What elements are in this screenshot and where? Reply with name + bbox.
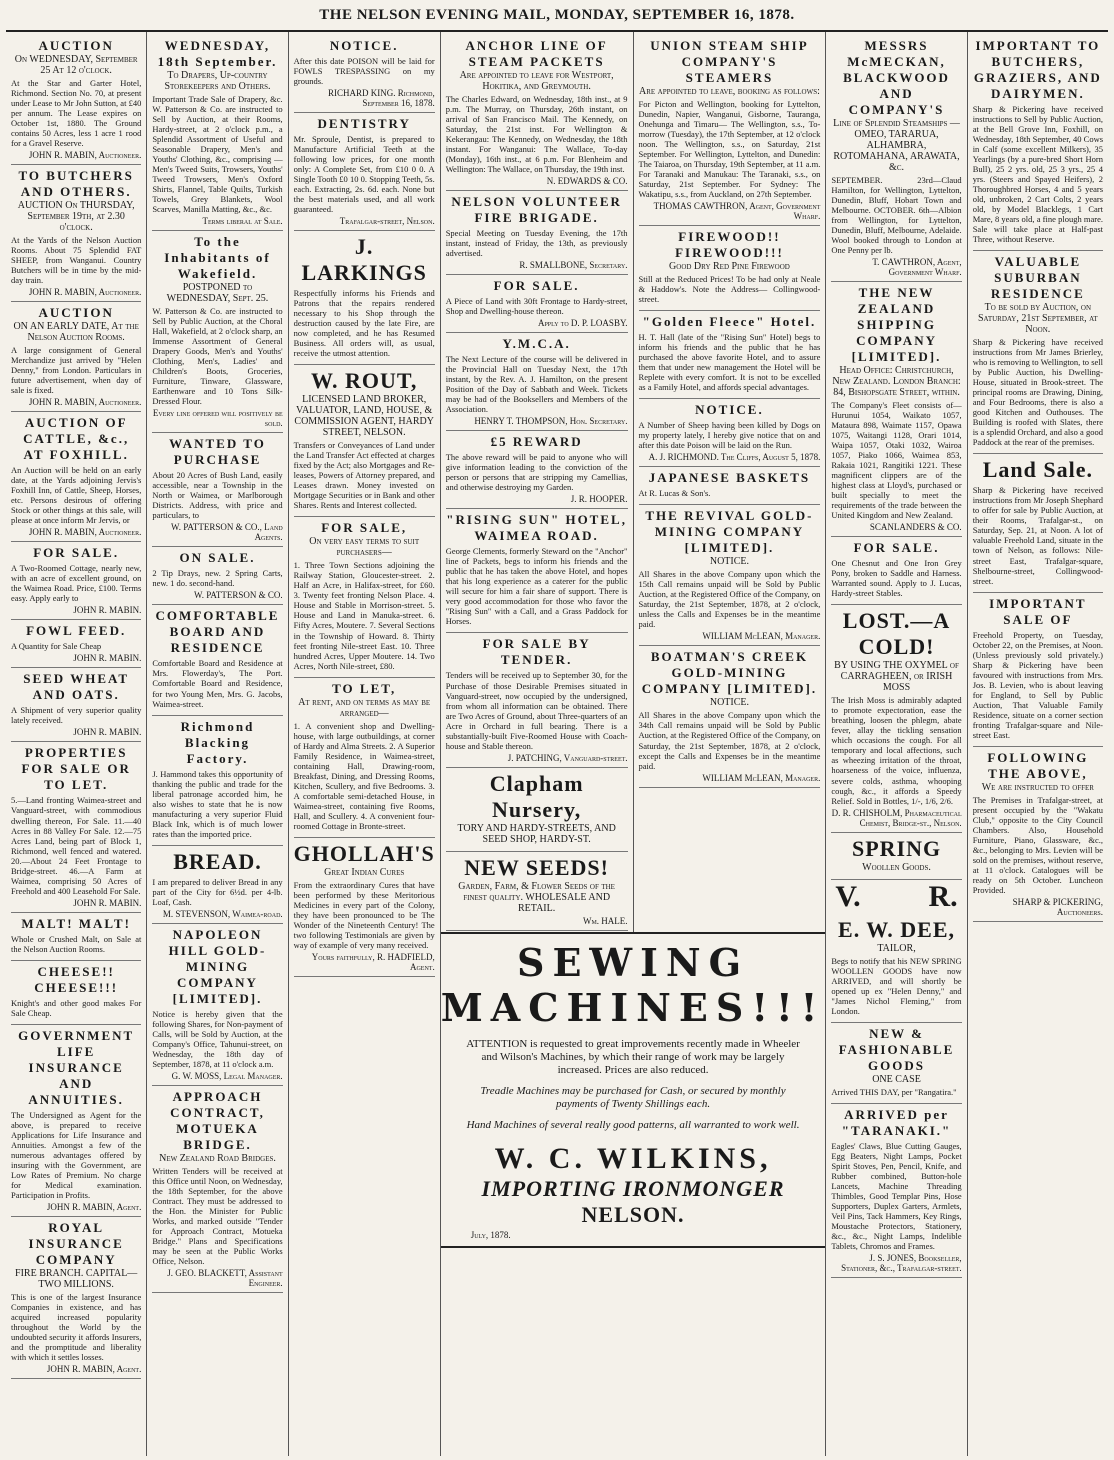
ad-body: H. T. Hall (late of the "Rising Sun" Hotel) begs to inform his friends and the public that he has purchased the above favorite Hotel, and to assure them that under new management the Hotel will be Replete with every comfort. It is not to be excelled as a Family Hotel, and affords special advantages. bbox=[638, 332, 821, 393]
ad-heading: ON SALE. bbox=[179, 550, 256, 566]
ad-signature: JOHN R. MABIN, Auctioneer. bbox=[28, 527, 142, 538]
ad-signature: JOHN R. MABIN, Agent. bbox=[46, 1363, 142, 1374]
ad-heading: FOR SALE, bbox=[321, 520, 408, 536]
ad-body: Arrived THIS DAY, per "Rangatira." bbox=[831, 1086, 957, 1097]
ad-body: W. Patterson & Co. are instructed to Sell by Public Auction, at the Choral Hall, Wakefield, at 2 o'clock sharp, an Immense Assortment of General Drapery Goods, Men's and Youths' Clothing, Men's, Ladies' and Children's Boots, Groceries, Furniture, Tinware, Glassware, Earthenware and 10 Tons Silk-Dressed Flour. bbox=[152, 306, 283, 407]
ad-body: Mr. Sproule, Dentist, is prepared to Manufacture Artificial Teeth at the following low prices, for one month only: A Complete Set, from £10 0 0. A Single Tooth £0 10 0. Stopping Teeth, 5s. each. Extracting, 2s. 6d. each. None but the best materials used, and all work guaranteed. bbox=[293, 134, 435, 215]
ad-subheading: New Zealand Road Bridges. bbox=[159, 1152, 276, 1164]
ad-subheading: NOTICE. bbox=[709, 697, 750, 709]
advertisement bbox=[11, 1217, 141, 1379]
ad-body: The Irish Moss is admirably adapted to promote expectoration, ease the breathing, loosen the phlegm, abate fever, allay the tickling sensation which occasions the cough. For all temporary and local affections, such as wheezing irritation of the throat, hoarseness of the voice, influenza, severe colds, asthma, whooping cough, &c., it affords a Speedy Relief. Sold in Bottles, 1/-, 1/6, 2/6. bbox=[831, 695, 962, 806]
ad-signature: G. W. MOSS, Legal Manager. bbox=[171, 1070, 283, 1081]
ad-heading: ARRIVED per "TARANAKI." bbox=[841, 1106, 952, 1138]
ad-body: 2 Tip Drays, new. 2 Spring Carts, new. 1 do. second-hand. bbox=[152, 568, 283, 589]
ad-signature: RICHARD KING. Richmond, September 16, 1878. bbox=[328, 88, 435, 109]
ad-heading: FIREWOOD!! FIREWOOD!!! bbox=[675, 229, 784, 261]
ad-body: Eagles' Claws, Blue Cutting Gauges, Egg Beaters, Night Lamps, Pocket Spirit Stoves, Pen, Pencil, Knife, and Rubber combined, Button-hole Lancets, Machine Threading Thimbles, Good Templar Pins, Hose Supporters, Duplex Garters, Armlets, Veil Pins, Tack Hammers, Key Rings, Moustache Protectors, Stationery, &c., &c., Night Lamps, Indelible Tablets, Chromos and Frames. bbox=[831, 1140, 962, 1251]
advertisement bbox=[294, 838, 435, 977]
ad-heading: WEDNESDAY, 18th September. bbox=[157, 38, 278, 69]
ad-subheading: TORY AND HARDY-STREETS, AND SEED SHOP, HARDY-ST. bbox=[457, 822, 616, 845]
vr-letter: R. bbox=[928, 879, 958, 913]
ad-signature: JOHN R. MABIN. bbox=[73, 727, 142, 738]
ad-subheading: Great Indian Cures bbox=[324, 866, 405, 878]
ad-subheading: Are appointed to leave, booking as follows: bbox=[639, 86, 820, 97]
ad-body: Still at the Reduced Prices! To be had only at Neale & Haddow's. Note the Address— Collingwood-street. bbox=[638, 274, 821, 305]
advertisement bbox=[973, 593, 1103, 747]
ad-heading: CHEESE!! CHEESE!!! bbox=[34, 963, 119, 995]
advertisement bbox=[294, 35, 435, 113]
ad-signature: Apply to D. P. LOASBY. bbox=[537, 318, 628, 329]
advertisement bbox=[294, 365, 435, 517]
ad-heading: DENTISTRY bbox=[317, 116, 411, 132]
advertisement bbox=[446, 509, 628, 633]
ad-heading: FOR SALE BY TENDER. bbox=[482, 636, 591, 668]
advertisement bbox=[152, 547, 282, 605]
advertisement bbox=[639, 311, 821, 399]
advertisement bbox=[639, 399, 821, 467]
ad-heading: WANTED TO PURCHASE bbox=[169, 436, 266, 468]
ad-body: SEPTEMBER. 23rd—Claud Hamilton, for Wellington, Lyttelton, Dunedin, Bluff, Hobart Town and Melbourne. OCTOBER. 6th—Albion from Wellington, for Lyttelton, Dunedin, Bluff, Melbourne, Adelaide. Wool booked through to London at One Penny per lb. bbox=[831, 175, 962, 256]
ad-heading: APPROACH CONTRACT, MOTUEKA BRIDGE. bbox=[170, 1088, 265, 1152]
advertisement bbox=[152, 924, 282, 1086]
sewing-date: July, 1878. bbox=[470, 1229, 511, 1240]
ad-body: Sharp & Pickering have received instructions from Mr Joseph Shephard to offer for sale by Public Auction, at their Rooms, Trafalgar-st., on Saturday, Sep. 21, at Noon. A lot of valuable Freehold Land, situate in the town of Nelson, as follows: Nile-street East, Trafalgar-square, Shelbourne-street, Collingwood-street. bbox=[972, 485, 1104, 586]
ad-heading: AUCTION bbox=[38, 38, 114, 53]
ad-signature: JOHN R. MABIN. bbox=[73, 897, 142, 908]
column-7 bbox=[968, 32, 1108, 1456]
ad-signature: JOHN R. MABIN, Auctioneer. bbox=[28, 397, 142, 408]
ad-body: A Two-Roomed Cottage, nearly new, with an acre of excellent ground, on the Waimea Road. Price, £100. Terms easy. Apply early to bbox=[11, 563, 142, 604]
ad-heading: JAPANESE BASKETS bbox=[648, 470, 811, 486]
advertisement bbox=[152, 231, 282, 433]
ad-subheading: To Drapers, Up-country Storekeepers and Others. bbox=[164, 70, 271, 92]
advertisement bbox=[11, 35, 141, 165]
ad-body: This is one of the largest Insurance Companies in existence, and has acquired increased popularity throughout the World by the undoubted security it affords Insurers, and the promptitude and liberality with which it settles losses. bbox=[11, 1291, 142, 1362]
ad-signature: J. S. JONES, Bookseller, Stationer, &c., Trafalgar-street. bbox=[841, 1252, 962, 1273]
ad-heading: Land Sale. bbox=[982, 457, 1093, 483]
ad-heading: Clapham Nursery, bbox=[489, 770, 584, 822]
ad-heading: IMPORTANT TO BUTCHERS, GRAZIERS, AND DAIRYMEN. bbox=[973, 38, 1102, 101]
advertisement bbox=[973, 747, 1103, 922]
center-columns bbox=[441, 32, 827, 1456]
ad-body: Tenders will be received up to September 30, for the Purchase of those Desirable Premises situated in Vanguard-street, now occupied by the undersigned, from whom all information can be obtained. There are Two Acres of Ground, about Three-quarters of an Acre in Orchard in full bearing. There is a substantially-built Five-Roomed House with Coach-house and Stable thereon. bbox=[445, 670, 628, 751]
ad-body: Special Meeting on Tuesday Evening, the 17th instant, instead of Friday, the 13th, as previously advertised. bbox=[445, 228, 628, 259]
ad-body: Respectfully informs his Friends and Patrons that the repairs rendered necessary to his Shop through the destruction caused by the late Fire, are now completed, and he has Resumed Business. All orders will, as usual, receive the utmost attention. bbox=[293, 288, 435, 359]
ad-subheading: BY USING THE OXYMEL of CARRAGHEEN, or IRISH MOSS bbox=[834, 660, 959, 694]
advertisement bbox=[152, 605, 282, 715]
ad-body: A Number of Sheep having been killed by Dogs on my property lately, I hereby give notice that on and after this date Poison will be laid on the Run. bbox=[638, 420, 821, 451]
ad-signature: W. PATTERSON & CO. bbox=[194, 590, 283, 601]
column-1 bbox=[6, 32, 147, 1456]
ad-body: Sharp & Pickering have received instructions to Sell by Public Auction, at the Bell Grove Inn, Foxhill, on Wednesday, 18th September, 40 Cows in Calf (some excellent Milkers), 35 Yearlings (by a pure-bred Short Horn Bull), 25 2 yrs. old, 25 3 yrs., 25 4 yrs. (Steers and Spayed Heifers), 2 Thoroughbred Horses, 4 and 5 years old, unbroken, 2 Cart Colts, 2 years old, by Model Blacklegs, 1 Cart Mare, 8 years old, a fine plough mare. Sale will take place at Half-past Three, without Reserve. bbox=[972, 104, 1104, 245]
ad-signature: JOHN R. MABIN, Auctioneer. bbox=[28, 287, 142, 298]
ad-heading: FOR SALE. bbox=[853, 540, 940, 556]
advertisement bbox=[294, 231, 435, 365]
ad-heading: LOST.—A COLD! bbox=[842, 608, 951, 660]
ad-heading: TO BUTCHERS AND OTHERS. bbox=[18, 168, 134, 200]
sewing-treadle: Treadle Machines may be purchased for Cash, or secured by monthly payments of Twenty Shillings each. bbox=[480, 1084, 786, 1110]
ad-body: I am prepared to deliver Bread in any part of the City for 6½d. per 4-lb. Loaf, Cash. bbox=[152, 876, 283, 907]
advertisement bbox=[11, 961, 141, 1025]
ad-heading: Richmond Blacking Factory. bbox=[180, 718, 255, 766]
ad-signature: W. PATTERSON & CO., Land Agents. bbox=[171, 522, 283, 543]
ad-signature: HENRY T. THOMPSON, Hon. Secretary. bbox=[474, 416, 628, 427]
advertisement bbox=[152, 716, 282, 846]
ad-body: All Shares in the above Company upon which the 34th Call remains unpaid will be Sold by Public Auction, at the Registered Office of the Company, on Saturday, the 21st September, 1878, at 2 o'clock, except the Calls and Expenses be in the meantime paid. bbox=[638, 710, 821, 771]
ad-subheading: Good Dry Red Pine Firewood bbox=[669, 261, 790, 273]
advertisement bbox=[152, 1086, 282, 1293]
ad-heading: SEED WHEAT AND OATS. bbox=[23, 671, 130, 703]
ad-heading: £5 REWARD bbox=[490, 434, 583, 450]
ad-heading: NOTICE. bbox=[329, 38, 399, 53]
ad-signature: SHARP & PICKERING, Auctioneers. bbox=[1012, 896, 1104, 917]
ad-body: The Undersigned as Agent for the above, is prepared to receive Applications for Life Insurance and Annuities. Amongst a few of the numerous advantages offered by insuring with the Government, are Low Rates of Premium. No charge for Medical examination. Participation in Profits. bbox=[11, 1109, 142, 1200]
wilkins-trade: IMPORTING IRONMONGER bbox=[481, 1175, 785, 1201]
ad-body: A large consignment of General Merchandize just arrived by "Helen Denny," from London. Particulars in future advertisement, when day of sale is fixed. bbox=[11, 345, 142, 396]
advertisement bbox=[446, 431, 628, 509]
ad-signature: J. R. HOOPER. bbox=[570, 494, 628, 505]
advertisement bbox=[831, 537, 961, 605]
ad-signature: J. PATCHING, Vanguard-street. bbox=[507, 752, 628, 763]
column-6 bbox=[826, 32, 967, 1456]
advertisement bbox=[446, 275, 628, 333]
ad-heading: J. LARKINGS bbox=[301, 234, 427, 286]
advertisement bbox=[831, 282, 961, 537]
ad-heading: To the Inhabitants of Wakefield. bbox=[164, 234, 271, 282]
advertisement bbox=[831, 605, 961, 832]
advertisement bbox=[11, 302, 141, 412]
ad-heading: "RISING SUN" HOTEL, WAIMEA ROAD. bbox=[446, 512, 627, 544]
ad-signature: JOHN R. MABIN, Agent. bbox=[46, 1201, 142, 1212]
ad-subheading: On WEDNESDAY, September 25 At 12 o'clock. bbox=[14, 54, 138, 76]
advertisement bbox=[446, 35, 628, 191]
ad-body: One Chesnut and One Iron Grey Pony, broken to Saddle and Harness. Warranted sound. Apply to J. Lucas, Hardy-street Stables. bbox=[831, 558, 962, 599]
ad-signature: J. GEO. BLACKETT, Assistant Engineer. bbox=[167, 1267, 283, 1288]
advertisement bbox=[831, 914, 961, 1023]
ad-body: About 20 Acres of Bush Land, easily accessible, near a Township in the North or Waimea, or Marlborough Districts. Address, with price and particulars, to bbox=[152, 470, 283, 521]
ad-signature: Trafalgar-street, Nelson. bbox=[339, 216, 435, 227]
ad-body: Knight's and other good makes For Sale Cheap. bbox=[11, 997, 142, 1018]
ad-body: Important Trade Sale of Drapery, &c. W. Patterson & Co. are instructed to Sell by Auction, at their Rooms, Hardy-street, at 2 o'clock p.m., a Splendid Assortment of Useful and Seasonable Drapery, Men's and Youths' Clothing, &c., comprising — Men's Tweed Suits, Trowsers, Youths' Tweed Trowsers, Men's Oxford Shirts, Flannel, Table Quilts, Turkish Towels, Grey Blankets, Wool Scarves, Manilla Matting, &c., &c. bbox=[152, 94, 283, 215]
ad-heading: FOR SALE. bbox=[493, 278, 580, 294]
ad-signature: JOHN R. MABIN, Auctioneer. bbox=[28, 150, 142, 161]
ad-subheading: TAILOR, bbox=[877, 942, 916, 954]
advertisement bbox=[152, 35, 282, 231]
advertisement bbox=[973, 454, 1103, 592]
ad-signature: THOMAS CAWTHRON, Agent, Government Wharf. bbox=[653, 201, 821, 222]
ad-subheading: NOTICE. bbox=[709, 556, 750, 568]
ad-signature: T. CAWTHRON, Agent, Government Wharf. bbox=[872, 257, 962, 278]
ad-body: After this date POISON will be laid for FOWLS TRESPASSING on my grounds. bbox=[293, 56, 435, 87]
column-2 bbox=[147, 32, 288, 1456]
ad-heading: VALUABLE SUBURBAN RESIDENCE bbox=[990, 254, 1085, 302]
advertisement bbox=[11, 412, 141, 542]
advertisement bbox=[639, 35, 821, 226]
sewing-machines-ad bbox=[441, 932, 826, 1248]
ad-subheading: Line of Splendid Steamships — OMEO, TARARUA, ALHAMBRA, ROTOMAHANA, ARAWATA, &c. bbox=[833, 118, 960, 173]
ad-signature: WILLIAM McLEAN, Manager. bbox=[702, 631, 821, 642]
ad-subheading: To be sold by Auction, on Saturday, 21st September, at Noon. bbox=[977, 302, 1098, 336]
ad-subheading: LICENSED LAND BROKER, VALUATOR, LAND, HOUSE, & COMMISSION AGENT, HARDY STREET, NELSON. bbox=[294, 394, 434, 439]
ad-body: From the extraordinary Cures that have been performed by these Meritorious Medicines in every part of the Colony, they have been pronounced to be The Wonder of the Nineteenth Century! The two following Testimonials are given by way of example of very many received. bbox=[293, 879, 435, 950]
sewing-attention: ATTENTION is requested to great improvements recently made in Wheeler and Wilson's Machines, by which their range of work may be largely increased. Prices are also reduced. bbox=[466, 1038, 800, 1076]
advertisement bbox=[446, 768, 628, 852]
ad-body: 1. Three Town Sections adjoining the Railway Station, Gloucester-street. 2. Half an Acre, in Halifax-street, for £60. 3. Twenty feet fronting Nelson Place. 4. House and Stable in Morrison-street. 5. House and Land in Manuka-street. 6. Fifty Acres, Moutere. 7. Several Sections in the Township of Howard. 8. Thirty feet fronting Nile-street East. 10. Three hundred Acres, Upper Moutere. 14. Two Acres, North Nile-street, £80. bbox=[293, 560, 435, 671]
ad-heading: FOWL FEED. bbox=[26, 623, 127, 639]
column-4 bbox=[441, 32, 634, 932]
ad-heading: THE REVIVAL GOLD-MINING COMPANY [LIMITED]. bbox=[645, 508, 814, 556]
ad-heading: ROYAL INSURANCE COMPANY bbox=[28, 1219, 124, 1267]
ad-heading: FOLLOWING THE ABOVE, bbox=[987, 749, 1089, 781]
ad-body: At R. Lucas & Son's. bbox=[638, 488, 711, 499]
ad-signature: M. STEVENSON, Waimea-road. bbox=[162, 908, 283, 919]
ad-body: Comfortable Board and Residence at Mrs. Flowerday's, The Port. Comfortable Board and Residence, for two Young Men, Mrs. G. Jacobs, Waimea-street. bbox=[152, 658, 283, 709]
advertisement bbox=[639, 505, 821, 646]
ad-heading: Y.M.C.A. bbox=[502, 336, 571, 352]
ad-body: Begs to notify that his NEW SPRING WOOLLEN GOODS have now ARRIVED, and will shortly be opened up ex "Helen Denny," and "James Nichol Fleming," from London. bbox=[831, 955, 962, 1016]
ad-body: Freehold Property, on Tuesday, October 22, on the Premises, at Noon. (Unless previously sold privately.) Sharp & Pickering have been favoured with instructions from Mrs. Jos. B. Levien, who is about leaving for England, to Sell by Public Auction, That Valuable Family Residence, situate on a corner section fronting Trafalgar-square and Nile-street East. bbox=[972, 629, 1104, 740]
ad-heading: BOATMAN'S CREEK GOLD-MINING COMPANY [LIMITED]. bbox=[641, 649, 818, 697]
ad-signature: R. SMALLBONE, Secretary. bbox=[519, 260, 628, 271]
advertisement bbox=[831, 1104, 961, 1278]
advertisement bbox=[11, 1025, 141, 1217]
ad-signature: N. EDWARDS & CO. bbox=[546, 176, 628, 187]
advertisement bbox=[11, 620, 141, 668]
advertisement bbox=[11, 542, 141, 620]
ad-heading: IMPORTANT SALE OF bbox=[989, 595, 1087, 627]
ad-signature: D. R. CHISHOLM, Pharmaceutical Chemist, Bridge-st., Nelson. bbox=[831, 807, 962, 828]
column-3 bbox=[289, 32, 441, 1456]
ad-body: An Auction will be held on an early date, at the Yards adjoining Jervis's Foxhill Inn, of Cattle, Sheep, Horses, etc. Persons desirous of offering Stock or other things at this sale, will please at once inform Mr Jervis, or bbox=[11, 465, 142, 526]
ad-body: At the Star and Garter Hotel, Richmond. Section No. 70, at present under Lease to Mr John Sutton, at £40 per annum. The Lease expires on October 1st, 1880. The Ground contains 50 Acres, less 1 acre 1 rood for a Gravel Reserve. bbox=[11, 78, 142, 149]
ad-heading: GOVERNMENT LIFE INSURANCE AND ANNUITIES. bbox=[18, 1027, 135, 1107]
wilkins-place: NELSON. bbox=[581, 1201, 685, 1227]
advertisement bbox=[152, 433, 282, 547]
advertisement bbox=[11, 742, 141, 912]
ad-heading: GHOLLAH'S bbox=[293, 840, 435, 866]
ad-subheading: ONE CASE bbox=[872, 1073, 921, 1085]
advertisement bbox=[446, 333, 628, 431]
ad-signature: A. J. RICHMOND. The Cliffs, August 5, 1878. bbox=[648, 452, 821, 463]
ad-subheading: POSTPONED to WEDNESDAY, Sept. 25. bbox=[166, 282, 269, 305]
advertisement bbox=[973, 35, 1103, 251]
ad-subheading: AUCTION On THURSDAY, September 19th, at 2.30 o'clock. bbox=[17, 200, 135, 234]
sewing-subtitle: MACHINES!!! bbox=[440, 985, 826, 1030]
ad-body: J. Hammond takes this opportunity of thanking the public and trade for the liberal patronage accorded him, he also wishes to state that he is now manufacturing a very superior Fluid Black Ink, which is of much lower rates than the imported price. bbox=[152, 768, 283, 839]
column-5 bbox=[634, 32, 826, 932]
ad-signature: Yours faithfully, R. HADFIELD, Agent. bbox=[311, 951, 435, 972]
ad-signature: SCANLANDERS & CO. bbox=[869, 522, 962, 533]
ad-heading: MALT! MALT! bbox=[21, 915, 131, 931]
ad-heading: MESSRS McMECKAN, BLACKWOOD AND COMPANY'S bbox=[843, 38, 950, 117]
vr-letter: V. bbox=[835, 879, 861, 913]
advertisement bbox=[11, 165, 141, 302]
ad-body: The Next Lecture of the course will be delivered in the Provincial Hall on Tuesday Next, the 17th instant, by the Rev. A. J. Hamilton, on the present Position of the Day of Sabbath and Week. Tickets may be had of the Booksellers and Members of the Association. bbox=[445, 354, 628, 415]
ad-heading: NEW & FASHIONABLE GOODS bbox=[838, 1025, 955, 1073]
advertisement bbox=[446, 852, 628, 931]
ad-subheading: Woollen Goods. bbox=[862, 861, 931, 873]
advertisement bbox=[639, 646, 821, 787]
advertisement bbox=[973, 251, 1103, 454]
ad-heading: SPRING bbox=[851, 835, 942, 861]
ad-heading: ANCHOR LINE OF STEAM PACKETS bbox=[465, 38, 608, 69]
ad-heading: NEW SEEDS! bbox=[464, 854, 609, 880]
ad-body: Sharp & Pickering have received instructions from Mr James Brierley, who is removing to Wellington, to sell by Public Auction, his Dwelling-House, situated in Brook-street. The principal rooms are Drawing, Dining, and Four Bedrooms, there is also a good Kitchen and Outhouses. The Building is roofed with Slates, there is a splendid Orchard, and also a good Paddock at the rear of the premises. bbox=[972, 337, 1104, 448]
ad-subheading: Head Office: Christchurch, New Zealand. London Branch: 84, Bishopsgate Street, within. bbox=[832, 365, 961, 399]
ad-signature: JOHN R. MABIN. bbox=[73, 653, 142, 664]
ad-body: The Premises in Trafalgar-street, at present occupied by the "Wakatu Club," opposite to the City Council Chambers. Also, Household Furniture, Piano, Glassware, &c., &c., belonging to Mrs. Levien will be sold on the premises, without reserve, at 11 o'clock. Catalogues will be ready on 5th October. Luncheon Provided. bbox=[972, 794, 1104, 895]
ad-signature: Wm. HALE. bbox=[582, 915, 628, 926]
ad-body: Written Tenders will be received at this Office until Noon, on Wednesday, the 18th September, for the above Contract. They must be addressed to the Hon. the Minister for Public Works, and marked outside "Tender for Approach Contract, Motueka Bridge." Plans and Specifications may be seen at the Public Works Office, Nelson. bbox=[152, 1165, 283, 1266]
ad-body: Notice is hereby given that the following Shares, for Non-payment of Calls, will be Sold by Auction, at the Company's Office, Tahunui-street, on Wednesday, the 18th day of September, 1878, at 11 o'clock a.m. bbox=[152, 1008, 283, 1069]
columns bbox=[6, 32, 1108, 1456]
wilkins-name: W. C. WILKINS, bbox=[494, 1141, 772, 1175]
ad-subheading: Garden, Farm, & Flower Seeds of the finest quality. WHOLESALE AND RETAIL. bbox=[458, 880, 615, 914]
advertisement bbox=[294, 113, 435, 231]
ad-body: The above reward will be paid to anyone who will give information leading to the conviction of the person or persons that are stripping my Camellias, and otherwise destroying my Garden. bbox=[445, 452, 628, 493]
ad-subheading: FIRE BRANCH. CAPITAL—TWO MILLIONS. bbox=[15, 1267, 138, 1290]
ad-body: For Picton and Wellington, booking for Lyttelton, Dunedin, Napier, Wanganui, Gisborne, Tauranga, Onehunga and Timaru— The Wellington, s.s., To-morrow (Tuesday), the 17th September, at 12 o'clock noon. The Wellington, s.s., on Saturday, 21st September. For Wellington, Lyttelton, and Dunedin: The Taiaroa, on Thursday, 19th September, at 11 a.m. For Taranaki and Manukau: The Taranaki, s.s., on Saturday, 21st September. For Sydney: The Wakatipu, s.s., from Auckland, on 27th September. bbox=[638, 99, 821, 200]
ad-body: Whole or Crushed Malt, on Sale at the Nelson Auction Rooms. bbox=[11, 933, 142, 954]
ad-heading: BREAD. bbox=[173, 848, 262, 874]
ad-heading: NAPOLEON HILL GOLD-MINING COMPANY [LIMITED]. bbox=[168, 926, 267, 1006]
ad-heading: TO LET, bbox=[332, 680, 397, 696]
ad-body: A Shipment of very superior quality lately received. bbox=[11, 705, 142, 726]
advertisement bbox=[446, 633, 628, 767]
ad-body: At the Yards of the Nelson Auction Rooms. About 75 Splendid FAT SHEEP, from Wanganui. Country Butchers will be in time by the mid-day train. bbox=[11, 235, 142, 286]
ad-heading: THE NEW ZEALAND SHIPPING COMPANY [LIMITED]. bbox=[851, 285, 942, 365]
ad-signature: JOHN R. MABIN. bbox=[73, 605, 142, 616]
advertisement bbox=[294, 517, 435, 677]
advertisement bbox=[639, 467, 821, 505]
ad-heading: W. ROUT, bbox=[310, 368, 418, 394]
advertisement bbox=[831, 833, 961, 880]
ad-body: The Company's Fleet consists of— Hurunui 1054, Waikato 1057, Mataura 898, Waimate 1157, Opawa 1075, Waitangi 1128, Orari 1014, Waipa 1057, Otaki 1032, Wairoa 1057, Piako 1066, Waimea 853, Rakaia 1021, Rangitiki 1221. These magnificent clippers are of the highest class at Lloyd's, purchased or built specially to meet the requirements of the trade between the United Kingdom and New Zealand. bbox=[831, 400, 962, 521]
advertisement bbox=[11, 668, 141, 742]
masthead: THE NELSON EVENING MAIL, MONDAY, SEPTEMBER 16, 1878. bbox=[6, 0, 1108, 32]
ad-signature: Every line offered will positively be sold. bbox=[152, 408, 283, 429]
ad-body: 1. A convenient shop and Dwelling-house, with large outbuildings, at corner of Hardy and Alma Streets. 2. A Superior Family Residence, in Waimea-street, containing Hall, Drawing-room, Breakfast, Dining, and Dressing Rooms, Kitchen, Scullery, and five Bedrooms. 3. A comfortable semi-detached House, in Waimea-street, containing five Rooms, Hall, and Scullery. 4. A convenient four-roomed Cottage in Bronte-street. bbox=[293, 720, 435, 831]
advertisement bbox=[639, 226, 821, 311]
ad-heading: FOR SALE. bbox=[33, 545, 120, 561]
ad-heading: E. W. DEE, bbox=[838, 916, 956, 942]
advertisement bbox=[294, 678, 435, 838]
ad-subheading: ON AN EARLY DATE, At the Nelson Auction Rooms. bbox=[13, 321, 139, 344]
ad-subheading: Are appointed to leave for Westport, Hokitika, and Greymouth. bbox=[459, 70, 614, 92]
advertisement bbox=[11, 913, 141, 961]
ad-body: The Charles Edward, on Wednesday, 18th inst., at 9 p.m. The Murray, on Thursday, 26th instant, on arrival of San Francisco Mail. The Kennedy, on Saturday, the 21st inst. For Wellington & Kekerangau: The Kennedy, on Wednesday, the 18th instant. For Wanganui: The Wallace, To-day (Monday), 16th inst., at 6 p.m. For Blenheim and Wellington: The Wallace, on Thursday, the 19th inst. bbox=[445, 94, 628, 175]
ad-heading: UNION STEAM SHIP COMPANY'S STEAMERS bbox=[650, 38, 809, 85]
advertisement bbox=[831, 35, 961, 282]
advertisement bbox=[152, 846, 282, 924]
advertisement bbox=[446, 191, 628, 275]
ad-heading: AUCTION bbox=[38, 305, 114, 321]
ad-subheading: On very easy terms to suit purchasers— bbox=[309, 536, 420, 559]
ad-heading: PROPERTIES FOR SALE OR TO LET. bbox=[21, 745, 131, 793]
ad-subheading: At rent, and on terms as may be arranged— bbox=[298, 696, 431, 719]
ad-body: 5.—Land fronting Waimea-street and Vanguard-street, with commodious dwelling thereon, For Sale. 11.—40 Acres in 88 Valley For Sale. 12.—75 Acres Land, being part of Block 1, Richmond, well fenced and watered. 20.—About 24 Feet Frontage to Bridge-street. 46.—A Farm at Waimea, comprising 50 Acres of Freehold and 400 Leasehold For Sale. bbox=[11, 795, 142, 896]
ad-body: George Clements, formerly Steward on the "Anchor" line of Packets, begs to inform his friends and the public that he has taken the above Hotel, and hopes that his long experience as a caterer for the public will secure for him a fair share of support. There is very good accommodation for those who favor the "Rising Sun" with a Call, and a Grass Paddock for Horses. bbox=[445, 546, 628, 627]
ad-heading: AUCTION OF CATTLE, &c., AT FOXHILL. bbox=[23, 415, 130, 463]
ad-heading: NELSON VOLUNTEER FIRE BRIGADE. bbox=[451, 194, 622, 226]
ad-signature: Terms liberal at Sale. bbox=[202, 216, 283, 227]
ad-heading: COMFORTABLE BOARD AND RESIDENCE bbox=[155, 608, 280, 656]
ad-signature: WILLIAM McLEAN, Manager. bbox=[702, 772, 821, 783]
ad-subheading: We are instructed to offer bbox=[981, 781, 1094, 793]
sewing-hand: Hand Machines of several really good patterns, all warranted to work well. bbox=[466, 1118, 800, 1131]
royal-vr-banner bbox=[831, 880, 961, 914]
sewing-title: SEWING bbox=[517, 940, 750, 985]
ad-body: A Quantity for Sale Cheap bbox=[11, 641, 102, 652]
ad-body: A Piece of Land with 30ft Frontage to Hardy-street, Shop and Dwelling-house thereon. bbox=[445, 296, 628, 317]
ad-heading: NOTICE. bbox=[695, 402, 764, 418]
ad-heading: "Golden Fleece" Hotel. bbox=[642, 314, 817, 330]
ad-body: Transfers or Conveyances of Land under the Land Transfer Act effected at charges fixed by the Act; also Mortgages and Re-leases, Powers of Attorney prepared, and Leases drawn. Money invested on Mortgage Securities or in Bank and other Shares. Rents and Interest collected. bbox=[293, 440, 435, 511]
advertisement bbox=[831, 1023, 961, 1104]
ad-body: All Shares in the above Company upon which the 15th Call remains unpaid will be Sold by Public Auction, at the Registered Office of the Company, on Saturday, the 21st September, 1878, at 2 o'clock, unless the Calls and Expenses be in the meantime paid. bbox=[638, 569, 821, 630]
